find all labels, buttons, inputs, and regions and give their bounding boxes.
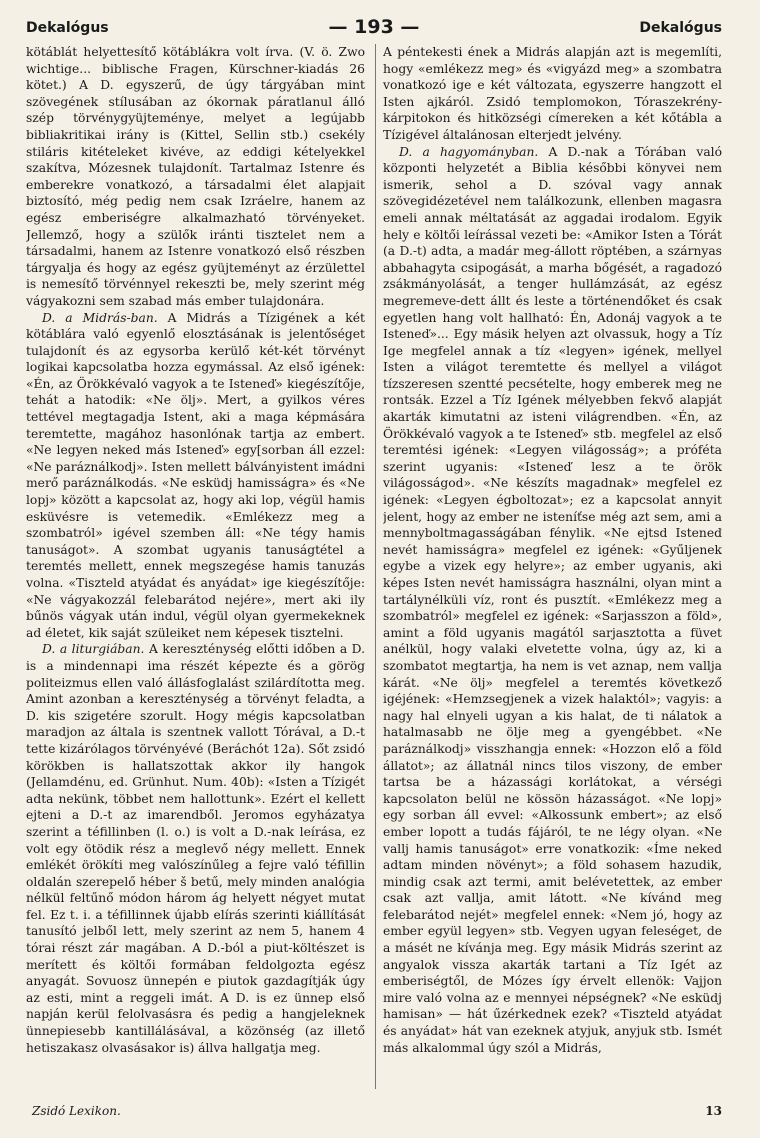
left-column bbox=[26, 44, 365, 1094]
running-head-right: Dekalógus bbox=[639, 20, 722, 36]
page-footer bbox=[32, 1104, 722, 1124]
text-columns bbox=[26, 44, 722, 1094]
paragraph bbox=[26, 310, 365, 642]
paragraph bbox=[26, 44, 365, 310]
sheet-number: 13 bbox=[705, 1104, 722, 1118]
paragraph bbox=[383, 44, 722, 144]
paragraph bbox=[383, 144, 722, 1057]
page-header bbox=[26, 16, 722, 42]
right-column bbox=[383, 44, 722, 1094]
running-head-left: Dekalógus bbox=[26, 20, 109, 36]
paragraph-text: A péntekesti ének a Midrás alapján azt is megemlíti, hogy «emlékezz meg» és «vigyázd meg» a szombatra vonatkozó ige e két változata, egyszerre hangzott el Isten ajkáról. Zsidó templomokon, Tóraszekrény-kárpitokon és hitközségi címereken a két kőtábla a Tízigével általánosan elterjedt jelvény. bbox=[383, 45, 722, 142]
paragraph-text: A D.-nak a Tórában való központi helyzetét a Biblia későbbi könyvei nem ismerik, sehol a D. szóval vagy annak szövegidézetével nem találkozunk, ellenben magasra emeli annak méltatását az aggadai irodalom. Egyik hely e költői leírással vezeti be: «Amikor Isten a Tórát (a D.-t) adta, a madár meg-állott röptében, a szárnyas abbahagyta csipogását, a marha bőgését, a ragadozó zsákmányolását, a tenger hullámzását, az egész megremeve-dett állt és leste a történendőket és csak egyetlen hang volt hallható: Én, Adonáj vagyok a te Isteneď»... Egy másik helyen azt olvassuk, hogy a Tíz Ige megfelel annak a tíz «legyen» igének, mellyel Isten a világot teremtette és mellyel a világot tízszeresen szentté pecsételte, hogy emberek meg ne rontsák. Ezzel a Tíz Igének mélyebben fekvő alapját akarták kimutatni az isteni világrendben. «Én, az Örökkévaló vagyok a te Isteneď» stb. megfelel az első teremtési igének: «Legyen világosság»; a próféta szerint ugyanis: «Isteneď lesz a te örök világosságod». «Ne készíts magadnak» megfelel ez igének: «Legyen égboltozat»; ez a kapcsolat annyit jelent, hogy az ember ne isteníťse még azt sem, ami a mennyboltmagasságában fénylik. «Ne ejtsd Isteneď nevét hamisságra» megfelel ez igének: «Gyűljenek egybe a vizek egy helyre»; az ember ugyanis, aki képes Isten nevét hamisságra használni, olyan mint a tartálynélküli víz, ront és pusztít. «Emlékezz meg a szombatról» megfelel ez igének: «Sarjasszon a föld», amint a föld ugyanis magától sarjasztotta a füvet anélkül, hogy valaki elvetette volna, úgy az, ki a szombatot megtartja, ha nem is vet aznap, nem vallja kárát. «Ne ölj» megfelel a teremtés következő igéjének: «Hemzsegjenek a vizek halaktól»; vagyis: a nagy hal elnyeli ugyan a kis halat, de ti nálatok a hatalmasabb ne ölje meg a gyengébbet. «Ne paráználkodj» visszhangja ennek: «Hozzon elő a föld állatot»; az állatnál nincs tilos viszony, de ember tartsa be a házassági korlátokat, a vérségi kapcsolaton belül ne kössön házasságot. «Ne lopj» egy sorban áll evvel: «Alkossunk embert»; az első ember lopott a tudás fájáról, te ne légy olyan. «Ne vallj hamis tanuságot» erre vonatkozik: «Íme neked adtam minden növényt»; a föld sohasem hazudik, mindig csak azt termi, amit belévetettek, az ember csak azt vallja, amit látott. «Ne kívánd meg felebarátod nejét» megfelel ennek: «Nem jó, hogy az ember együl legyen» stb. Vegyen ugyan feleséget, de a másét ne kívánja meg. Egy másik Midrás szerint az angyalok vissza akarták tartani a Tíz Igét az emberiségtől, de Mózes így érvelt ellenök: Vajjon mire való volna az e mennyei népségnek? «Ne esküdj hamisan» — hát űzérkednek ezek? «Tiszteld atyádat és anyádat» hát van ezeknek atyjuk, anyjuk stb. Ismét más alkalommal úgy szól a Midrás, bbox=[383, 144, 722, 1055]
paragraph-lead: D. a Midrás-ban. bbox=[42, 310, 158, 325]
paragraph-text: A kereszténység előtti időben a D. is a mindennapi ima részét képezte és a görög politeizmus ellen való állásfoglalást szilárdította meg. Amint azonban a kereszténység a törvényt feladta, a D. kis szigetére szorult. Hogy mégis kapcsolatban maradjon az általa is szentnek vallott Tórával, a D.-t tette kizárólagos törvényévé (Beráchót 12a). Sőt zsidó körökben is hallatszottak akkor ily hangok (Jellamdénu, ed. Grünhut. Num. 40b): «Isten a Tízigét adta nekünk, többet nem hallottunk». Ezért el kellett ejteni a D.-t az imarendből. Jeromos egyházatya szerint a téfillinben (l. o.) is volt a D.-nak leírása, ez volt egy ötödik rész a meglevő négy mellett. Ennek emlékét örökíti meg valószínűleg a fejre való téfillin oldalán szerepelő héber š betű, mely minden analógia nélkül feltűnő módon három ág helyett négyet mutat fel. Ez t. i. a téfillinnek újabb elírás szerinti kiállítását tanusító jelből lett, mely szerint az nem 5, hanem 4 tórai részt zár magában. A D.-ból a piut-költészet is merített és költői formában feldolgozta egész anyagát. Sovuosz ünnepén e piutok gazdagítják úgy az esti, mint a reggeli imát. A D. is ez ünnep első napján kerül felolvasásra és pedig a hangjeleknek ünnepiesebb kantillálásával, a közönség (az illető hetiszakasz olvasásakor is) állva hallgatja meg. bbox=[26, 642, 365, 1055]
paragraph-lead: D. a hagyományban. bbox=[399, 144, 539, 159]
paragraph-text: kötáblát helyettesítő kötáblákra volt írva. (V. ö. Zwo wichtige... biblische Fragen, Kürschner-kiadás 26 kötet.) A D. egyszerű, de úgy tárgyában mint szövegének stílusában az ókornak páratlanul álló szép törvénygyüjteménye, melyet a legújabb bibliakritikai irány is (Kittel, Sellin stb.) csekély stiláris kitételeket kivéve, az eddigi kételyekkel szakítva, Mózesnek tulajdonít. Tartalmaz Istenre és emberekre vonatkozó, a társadalmi élet alapjait biztosító, még pedig nem csak Izráelre, hanem az egész emberiségre alkalmazható törvényeket. Jellemző, hogy a szülők iránti tisztelet nem a társadalmi, hanem az Istenre vonatkozó első részben tárgyalja és hogy az egész gyüjteményt az érzülettel is nemesítő törvénnyel rekeszti be, mely szerint még vágyakozni sem szabad más ember tulajdonára. bbox=[26, 45, 365, 308]
page-number: — 193 — bbox=[328, 16, 420, 38]
paragraph bbox=[26, 641, 365, 1056]
publication-name: Zsidó Lexikon. bbox=[32, 1104, 121, 1118]
paragraph-lead: D. a liturgiában. bbox=[42, 642, 145, 657]
paragraph-text: A Midrás a Tízigének a két kötáblára való egyenlő elosztásának is jelentőséget tulajdonít és az egysorba kerülő két-két törvényt logikai kapcsolatba hozza egymással. Az első igének: «Én, az Örökkévaló vagyok a te Isteneď» kiegészítője, tehát a hatodik: «Ne ölj». Mert, a gyilkos véres tettével megtagadja Istent, aki a maga képmására teremtette, magához hasonlónak tartja az embert. «Ne legyen neked más Isteneď» egy[sorban áll ezzel: «Ne paráználkodj». Isten mellett bálványistent imádni merő paráználkodás. «Ne esküdj hamisságra» és «Ne lopj» között a kapcsolat az, hogy aki lop, végül hamis esküvésre is vetemedik. «Emlékezz meg a szombatról» igével szemben áll: «Ne tégy hamis tanuságot». A szombat ugyanis tanuságtétel a teremtés mellett, ennek megszegése hamis tanuzás volna. «Tiszteld atyádat és anyádat» ige kiegészítője: «Ne vágyakozzál felebarátod nejére», mert aki ily bűnös vágyak után indul, végül olyan gyermekeknek ad életet, kik saját szüleiket nem képesek tisztelni. bbox=[26, 310, 365, 640]
